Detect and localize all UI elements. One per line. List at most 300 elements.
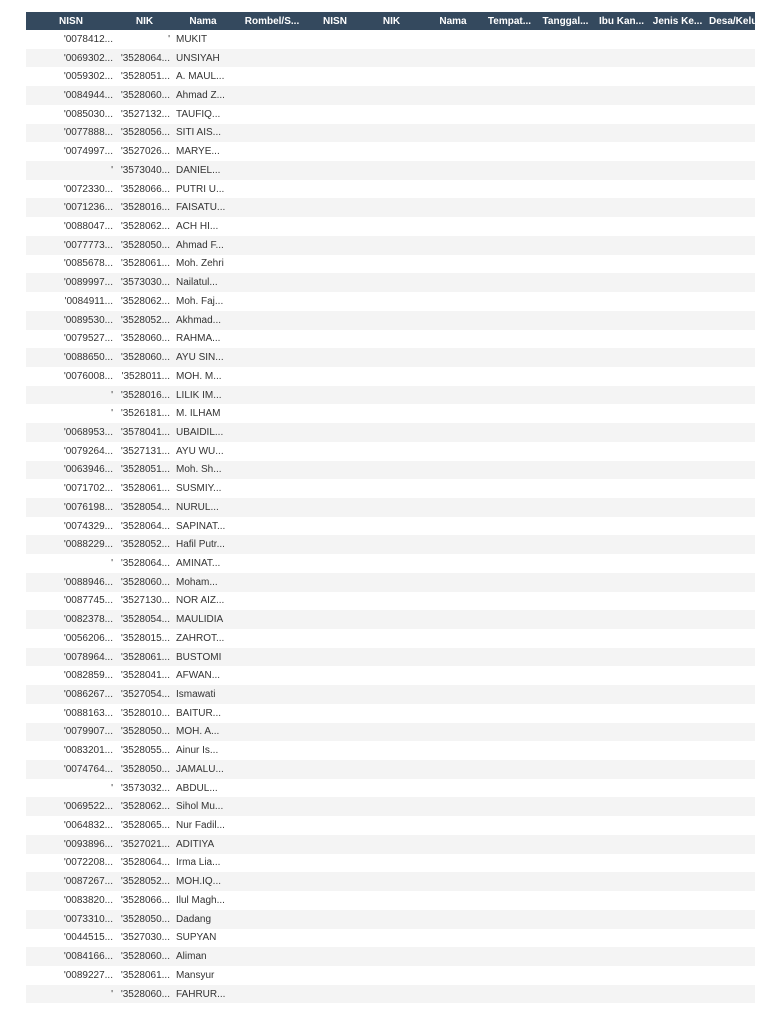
table-row[interactable] [26,573,755,592]
nik-cell: '3527021... [116,835,173,854]
table-row[interactable] [26,348,755,367]
empty-cell [359,760,424,779]
table-row[interactable] [26,30,755,49]
nik-cell: '3526181... [116,404,173,423]
empty-cell [649,947,706,966]
empty-cell [649,273,706,292]
empty-cell [706,592,755,611]
empty-cell [482,929,537,948]
empty-cell [424,142,482,161]
empty-cell [706,461,755,480]
table-row[interactable] [26,816,755,835]
empty-cell [233,629,311,648]
empty-cell [311,816,359,835]
empty-cell [424,704,482,723]
nik-cell: '3573040... [116,161,173,180]
empty-cell [594,255,649,274]
nik-cell: '3528064... [116,554,173,573]
nama-cell: Irma Lia... [173,854,233,873]
empty-cell [311,180,359,199]
table-row[interactable] [26,723,755,742]
empty-cell [233,741,311,760]
empty-cell [649,573,706,592]
table-row[interactable] [26,330,755,349]
nisn-cell: '0089997... [26,273,116,292]
empty-cell [233,404,311,423]
empty-cell [359,348,424,367]
empty-cell [706,835,755,854]
empty-cell [424,198,482,217]
nama-cell: PUTRI U... [173,180,233,199]
nisn-cell: '0083820... [26,891,116,910]
table-row[interactable] [26,760,755,779]
nama-cell: ACH HI... [173,217,233,236]
nama-cell: Ismawati [173,685,233,704]
empty-cell [233,592,311,611]
empty-cell [482,423,537,442]
empty-cell [706,236,755,255]
empty-cell [537,966,594,985]
empty-cell [359,985,424,1004]
nik-cell: '3528066... [116,891,173,910]
table-row[interactable] [26,311,755,330]
nama-cell: SUSMIY... [173,479,233,498]
table-row[interactable] [26,255,755,274]
column-header[interactable]: Desa/Kelu... [706,12,755,30]
nisn-cell: '0074764... [26,760,116,779]
empty-cell [311,535,359,554]
table-row[interactable] [26,592,755,611]
empty-cell [649,854,706,873]
empty-cell [649,386,706,405]
empty-cell [482,236,537,255]
table-row[interactable] [26,180,755,199]
empty-cell [594,872,649,891]
nik-cell: '3528061... [116,479,173,498]
table-row[interactable] [26,479,755,498]
empty-cell [482,835,537,854]
empty-cell [424,741,482,760]
empty-cell [359,816,424,835]
empty-cell [649,648,706,667]
empty-cell [649,535,706,554]
empty-cell [537,30,594,49]
empty-cell [359,67,424,86]
empty-cell [311,554,359,573]
nama-cell: BUSTOMI [173,648,233,667]
nama-cell: ZAHROT... [173,629,233,648]
empty-cell [359,461,424,480]
student-table [26,12,766,1003]
nama-cell: BAITUR... [173,704,233,723]
empty-cell [706,554,755,573]
empty-cell [482,30,537,49]
table-row[interactable] [26,985,755,1004]
student-data-sheet [26,12,766,1003]
nama-cell: MUKIT [173,30,233,49]
table-row[interactable] [26,929,755,948]
empty-cell [311,367,359,386]
table-row[interactable] [26,648,755,667]
nisn-cell: '0078412... [26,30,116,49]
empty-cell [359,592,424,611]
empty-cell [594,648,649,667]
empty-cell [424,255,482,274]
nisn-cell: '0044515... [26,929,116,948]
empty-cell [594,124,649,143]
nisn-cell: '0068953... [26,423,116,442]
empty-cell [311,330,359,349]
nik-cell: '3528061... [116,966,173,985]
empty-cell [594,573,649,592]
empty-cell [482,816,537,835]
table-row[interactable] [26,854,755,873]
empty-cell [482,461,537,480]
empty-cell [649,255,706,274]
table-row[interactable] [26,386,755,405]
empty-cell [359,236,424,255]
empty-cell [311,142,359,161]
nisn-cell: '0074329... [26,517,116,536]
empty-cell [649,198,706,217]
nama-cell: Ilul Magh... [173,891,233,910]
empty-cell [537,797,594,816]
empty-cell [482,255,537,274]
nama-cell: ABDUL... [173,779,233,798]
table-row[interactable] [26,161,755,180]
empty-cell [537,67,594,86]
empty-cell [649,461,706,480]
table-row[interactable] [26,554,755,573]
empty-cell [594,517,649,536]
table-row[interactable] [26,105,755,124]
nama-cell: TAUFIQ... [173,105,233,124]
empty-cell [482,966,537,985]
empty-cell [649,610,706,629]
empty-cell [359,554,424,573]
table-row[interactable] [26,910,755,929]
empty-cell [537,554,594,573]
empty-cell [537,779,594,798]
column-header[interactable]: Rombel/S... [233,12,311,30]
nama-cell: UNSIYAH [173,49,233,68]
table-row[interactable] [26,292,755,311]
empty-cell [482,442,537,461]
empty-cell [649,985,706,1004]
nik-cell: '3528015... [116,629,173,648]
empty-cell [233,367,311,386]
table-row[interactable] [26,67,755,86]
nik-cell: '3573030... [116,273,173,292]
empty-cell [537,198,594,217]
nisn-cell: '0089530... [26,311,116,330]
empty-cell [233,872,311,891]
empty-cell [359,741,424,760]
empty-cell [311,760,359,779]
empty-cell [359,517,424,536]
empty-cell [537,985,594,1004]
table-row[interactable] [26,685,755,704]
nisn-cell: '0064832... [26,816,116,835]
table-row[interactable] [26,741,755,760]
empty-cell [482,180,537,199]
empty-cell [649,367,706,386]
empty-cell [537,517,594,536]
empty-cell [424,760,482,779]
table-row[interactable] [26,535,755,554]
empty-cell [649,517,706,536]
empty-cell [706,910,755,929]
empty-cell [359,629,424,648]
table-row[interactable] [26,217,755,236]
empty-cell [359,966,424,985]
empty-cell [233,161,311,180]
empty-cell [359,947,424,966]
table-row[interactable] [26,198,755,217]
table-row[interactable] [26,423,755,442]
nik-cell: '3528016... [116,198,173,217]
nik-cell: '3528062... [116,797,173,816]
empty-cell [311,910,359,929]
empty-cell [482,760,537,779]
empty-cell [537,255,594,274]
empty-cell [424,86,482,105]
empty-cell [311,685,359,704]
column-header[interactable]: Tanggal... [537,12,594,30]
nama-cell: NOR AIZ... [173,592,233,611]
empty-cell [424,835,482,854]
nik-cell: '3528050... [116,723,173,742]
empty-cell [311,779,359,798]
empty-cell [706,648,755,667]
empty-cell [359,573,424,592]
table-row[interactable] [26,872,755,891]
empty-cell [424,910,482,929]
empty-cell [424,386,482,405]
empty-cell [359,685,424,704]
empty-cell [482,779,537,798]
empty-cell [311,648,359,667]
empty-cell [537,610,594,629]
empty-cell [359,498,424,517]
nama-cell: SUPYAN [173,929,233,948]
nik-cell: ' [116,30,173,49]
empty-cell [359,124,424,143]
empty-cell [233,947,311,966]
empty-cell [424,666,482,685]
empty-cell [311,423,359,442]
empty-cell [482,498,537,517]
empty-cell [233,535,311,554]
table-row[interactable] [26,966,755,985]
empty-cell [706,67,755,86]
empty-cell [233,854,311,873]
empty-cell [424,891,482,910]
empty-cell [649,292,706,311]
empty-cell [359,180,424,199]
table-row[interactable] [26,442,755,461]
empty-cell [537,629,594,648]
nik-cell: '3527132... [116,105,173,124]
table-row[interactable] [26,835,755,854]
nisn-cell: '0077888... [26,124,116,143]
column-header[interactable]: NISN [26,12,116,30]
empty-cell [537,442,594,461]
table-row[interactable] [26,517,755,536]
empty-cell [537,573,594,592]
nik-cell: '3527026... [116,142,173,161]
table-row[interactable] [26,891,755,910]
empty-cell [537,367,594,386]
table-row[interactable] [26,142,755,161]
table-row[interactable] [26,273,755,292]
empty-cell [359,423,424,442]
empty-cell [359,535,424,554]
table-row[interactable] [26,666,755,685]
nama-cell: DANIEL... [173,161,233,180]
empty-cell [424,797,482,816]
nisn-cell: '0072330... [26,180,116,199]
empty-cell [594,30,649,49]
nisn-cell: '0059302... [26,67,116,86]
empty-cell [537,666,594,685]
empty-cell [359,161,424,180]
empty-cell [594,891,649,910]
empty-cell [424,816,482,835]
table-row[interactable] [26,947,755,966]
table-row[interactable] [26,461,755,480]
empty-cell [482,629,537,648]
column-header[interactable]: NIK [116,12,173,30]
table-row[interactable] [26,236,755,255]
empty-cell [482,704,537,723]
column-header[interactable]: NIK [359,12,424,30]
empty-cell [706,105,755,124]
empty-cell [482,161,537,180]
nisn-cell: '0084166... [26,947,116,966]
empty-cell [311,797,359,816]
nik-cell: '3528054... [116,610,173,629]
empty-cell [233,891,311,910]
empty-cell [649,685,706,704]
empty-cell [649,760,706,779]
empty-cell [649,554,706,573]
empty-cell [706,517,755,536]
nisn-cell: ' [26,404,116,423]
nik-cell: '3528016... [116,386,173,405]
empty-cell [233,217,311,236]
empty-cell [311,49,359,68]
empty-cell [482,273,537,292]
empty-cell [424,67,482,86]
empty-cell [311,592,359,611]
empty-cell [424,573,482,592]
nisn-cell: ' [26,985,116,1004]
table-row[interactable] [26,610,755,629]
nisn-cell: '0088163... [26,704,116,723]
nisn-cell: '0063946... [26,461,116,480]
empty-cell [233,517,311,536]
empty-cell [706,779,755,798]
nik-cell: '3528061... [116,648,173,667]
column-header[interactable]: Tempat... [482,12,537,30]
nik-cell: '3528062... [116,292,173,311]
nik-cell: '3528052... [116,535,173,554]
empty-cell [649,180,706,199]
table-row[interactable] [26,367,755,386]
empty-cell [706,255,755,274]
empty-cell [537,423,594,442]
nisn-cell: '0074997... [26,142,116,161]
empty-cell [649,404,706,423]
empty-cell [594,554,649,573]
column-header[interactable]: NISN [311,12,359,30]
table-row[interactable] [26,779,755,798]
table-row[interactable] [26,498,755,517]
empty-cell [311,704,359,723]
empty-cell [424,273,482,292]
empty-cell [649,592,706,611]
empty-cell [233,348,311,367]
table-row[interactable] [26,404,755,423]
empty-cell [594,423,649,442]
empty-cell [311,835,359,854]
table-row[interactable] [26,49,755,68]
nama-cell: Ainur Is... [173,741,233,760]
table-body [26,30,755,1003]
empty-cell [537,741,594,760]
nik-cell: '3528060... [116,947,173,966]
column-header[interactable]: Ibu Kan... [594,12,649,30]
empty-cell [706,985,755,1004]
table-row[interactable] [26,629,755,648]
empty-cell [424,217,482,236]
empty-cell [424,517,482,536]
empty-cell [649,910,706,929]
nama-cell: Hafil Putr... [173,535,233,554]
empty-cell [594,161,649,180]
empty-cell [537,404,594,423]
empty-cell [233,273,311,292]
empty-cell [649,891,706,910]
table-row[interactable] [26,704,755,723]
empty-cell [537,854,594,873]
empty-cell [706,929,755,948]
column-header[interactable]: Jenis Ke... [649,12,706,30]
empty-cell [706,124,755,143]
nik-cell: '3528050... [116,236,173,255]
empty-cell [424,498,482,517]
nama-cell: Dadang [173,910,233,929]
empty-cell [482,723,537,742]
empty-cell [594,404,649,423]
nisn-cell: '0069522... [26,797,116,816]
column-header[interactable]: Nama [173,12,233,30]
nama-cell: ADITIYA [173,835,233,854]
column-header[interactable]: Nama [424,12,482,30]
empty-cell [706,273,755,292]
empty-cell [649,629,706,648]
nisn-cell: '0088229... [26,535,116,554]
empty-cell [233,498,311,517]
empty-cell [482,67,537,86]
empty-cell [594,797,649,816]
empty-cell [706,386,755,405]
nik-cell: '3528066... [116,180,173,199]
table-row[interactable] [26,86,755,105]
table-row[interactable] [26,124,755,143]
table-row[interactable] [26,797,755,816]
